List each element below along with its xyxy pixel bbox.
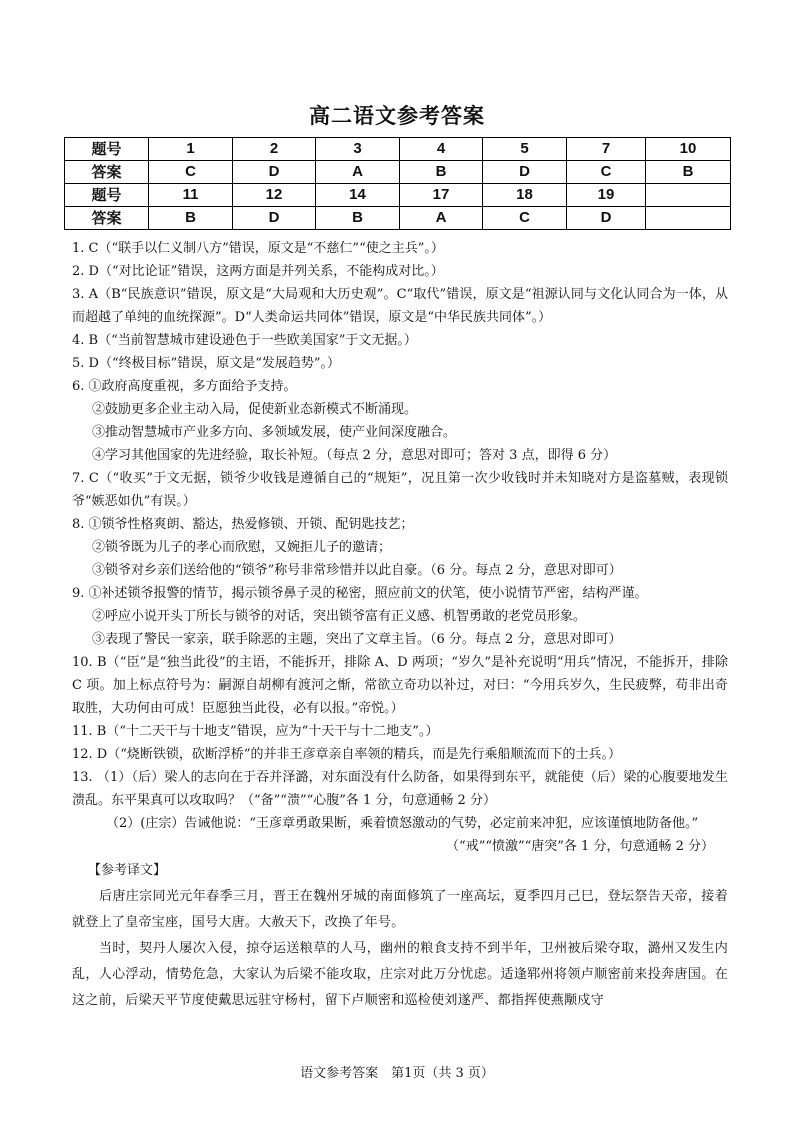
table-cell: 题号 bbox=[65, 184, 149, 207]
table-cell: A bbox=[316, 161, 400, 184]
table-cell: C bbox=[567, 161, 646, 184]
table-cell: B bbox=[149, 207, 233, 230]
table-cell: D bbox=[483, 161, 567, 184]
answer-line: 11. B（“十二天干与十地支”错误，应为“十天干与十二地支”。） bbox=[72, 724, 439, 739]
answer-line: 5. D（“终极目标”错误，原文是“发展趋势”。） bbox=[72, 356, 341, 371]
translation-paragraph: 当时，契丹人屡次入侵，掠夺运送粮草的人马，幽州的粮食支持不到半年，卫州被后梁夺取，潞州又发生内乱，人心浮动，情势危急，大家认为后梁不能攻取，庄宗对此万分忧虑。适逢郓州将领卢顺密前来投奔唐国。在这之前，后梁天平节度使戴思远驻守杨村，留下卢顺密和巡检使刘遂严、都指挥使燕颙戍守 bbox=[72, 941, 728, 1008]
answer-line: 13. （1）（后）梁人的志向在于吞并泽潞，对东面没有什么防备，如果得到东平，就能使（后）梁的心腹要地发生溃乱。东平果真可以攻取吗？（“备”“溃”“心腹”各 1 分，句意通畅 2 分） bbox=[72, 770, 728, 808]
table-cell: 答案 bbox=[65, 207, 149, 230]
table-cell: 19 bbox=[567, 184, 646, 207]
answer-table bbox=[64, 137, 731, 230]
answer-line: 8. ①锁爷性格爽朗、豁达，热爱修锁、开锁、配钥匙技艺； bbox=[72, 517, 414, 532]
page-title: 高二语文参考答案 bbox=[309, 103, 485, 128]
answer-line: ②呼应小说开头丁所长与锁爷的对话，突出锁爷富有正义感、机智勇敢的老党员形象。 bbox=[92, 609, 587, 624]
table-cell: 答案 bbox=[65, 161, 149, 184]
table-cell: B bbox=[646, 161, 731, 184]
table-cell bbox=[646, 207, 731, 230]
table-cell: 3 bbox=[316, 138, 400, 161]
answer-line: ③表现了警民一家亲，联手除恶的主题，突出了文章主旨。（6 分。每点 2 分，意思对即可） bbox=[92, 632, 622, 647]
table-cell: C bbox=[483, 207, 567, 230]
answer-line: 4. B（“当前智慧城市建设逊色于一些欧美国家”于文无据。） bbox=[72, 333, 417, 348]
table-cell: A bbox=[400, 207, 483, 230]
table-cell: D bbox=[567, 207, 646, 230]
table-cell: 5 bbox=[483, 138, 567, 161]
table-row bbox=[65, 184, 731, 207]
table-cell: 12 bbox=[233, 184, 316, 207]
table-cell: 7 bbox=[567, 138, 646, 161]
table-row bbox=[65, 138, 731, 161]
answer-body bbox=[72, 237, 728, 1014]
answer-line: ④学习其他国家的先进经验，取长补短。（每点 2 分，意思对即可；答对 3 点，即得 6 分） bbox=[92, 448, 617, 463]
table-cell: 11 bbox=[149, 184, 233, 207]
table-row bbox=[65, 207, 731, 230]
answer-line: 3. A（B“民族意识”错误，原文是“大局观和大历史观”。C“取代”错误，原文是“祖源认同与文化认同合为一体，从而超越了单纯的血统探源”。D“人类命运共同体”错误，原文是“中华民族共同体”。） bbox=[72, 287, 728, 325]
table-cell: D bbox=[233, 161, 316, 184]
table-cell: 17 bbox=[400, 184, 483, 207]
table-cell: 4 bbox=[400, 138, 483, 161]
table-cell: C bbox=[149, 161, 233, 184]
answer-line: 7. C（“收买”于文无据，锁爷少收钱是遵循自己的“规矩”，况且第一次少收钱时并未知晓对方是盗墓贼，表现锁爷“嫉恶如仇”有误。） bbox=[72, 471, 728, 509]
table-cell: 题号 bbox=[65, 138, 149, 161]
answer-line: 10. B（“臣”是“独当此役”的主语，不能拆开，排除 A、D 两项；“岁久”是补充说明“用兵”情况，不能拆开，排除 C 项。加上标点符号为：嗣源自胡柳有渡河之惭，常欲立奇功以补过，对曰：“今用兵岁久，生民疲弊，苟非出奇取胜，大功何由可成！臣愿独当此役，必有以报。”帝悦。） bbox=[72, 655, 728, 716]
table-cell: D bbox=[233, 207, 316, 230]
table-cell: B bbox=[400, 161, 483, 184]
table-cell: 1 bbox=[149, 138, 233, 161]
table-cell: 18 bbox=[483, 184, 567, 207]
table-cell: 10 bbox=[646, 138, 731, 161]
answer-line: （“戒”“愤激”“唐突”各 1 分，句意通畅 2 分） bbox=[446, 839, 714, 854]
table-row bbox=[65, 161, 731, 184]
answer-line: 1. C（“联手以仁义制八方”错误，原文是“不慈仁”“使之主兵”。） bbox=[72, 241, 444, 256]
answer-line: ③推动智慧城市产业多方向、多领域发展，使产业间深度融合。 bbox=[92, 425, 457, 440]
page-footer: 语文参考答案 第1页（共 3 页） bbox=[300, 1066, 494, 1081]
table-cell: 14 bbox=[316, 184, 400, 207]
answer-line: ②鼓励更多企业主动入局，促使新业态新模式不断涌现。 bbox=[92, 402, 418, 417]
answer-line: ③锁爷对乡亲们送给他的“锁爷”称号非常珍惜并以此自豪。（6 分。每点 2 分，意思对即可） bbox=[92, 563, 622, 578]
answer-line: ②锁爷既为儿子的孝心而欣慰，又婉拒儿子的邀请； bbox=[92, 540, 392, 555]
answer-line: 6. ①政府高度重视，多方面给予支持。 bbox=[72, 379, 297, 394]
translation-paragraph: 后唐庄宗同光元年春季三月，晋王在魏州牙城的南面修筑了一座高坛，夏季四月己巳，登坛祭告天帝，接着就登上了皇帝宝座，国号大唐。大赦天下，改换了年号。 bbox=[72, 889, 728, 930]
answer-line: （2）(庄宗）告诫他说：“王彦章勇敢果断，乘着愤怒激动的气势，必定前来冲犯，应该谨慎地防备他。” bbox=[106, 816, 699, 831]
table-cell: 2 bbox=[233, 138, 316, 161]
table-cell bbox=[646, 184, 731, 207]
answer-line: 9. ①补述锁爷报警的情节，揭示锁爷鼻子灵的秘密，照应前文的伏笔，使小说情节严密，结构严谨。 bbox=[72, 586, 648, 601]
answer-line: 12. D（“烧断铁锁，砍断浮桥”的并非王彦章亲自率领的精兵，而是先行乘船顺流而下的士兵。） bbox=[72, 747, 622, 762]
translation-heading: 【参考译文】 bbox=[88, 863, 167, 878]
answer-line: 2. D（“对比论证”错误，这两方面是并列关系，不能构成对比。） bbox=[72, 264, 444, 279]
table-cell: B bbox=[316, 207, 400, 230]
